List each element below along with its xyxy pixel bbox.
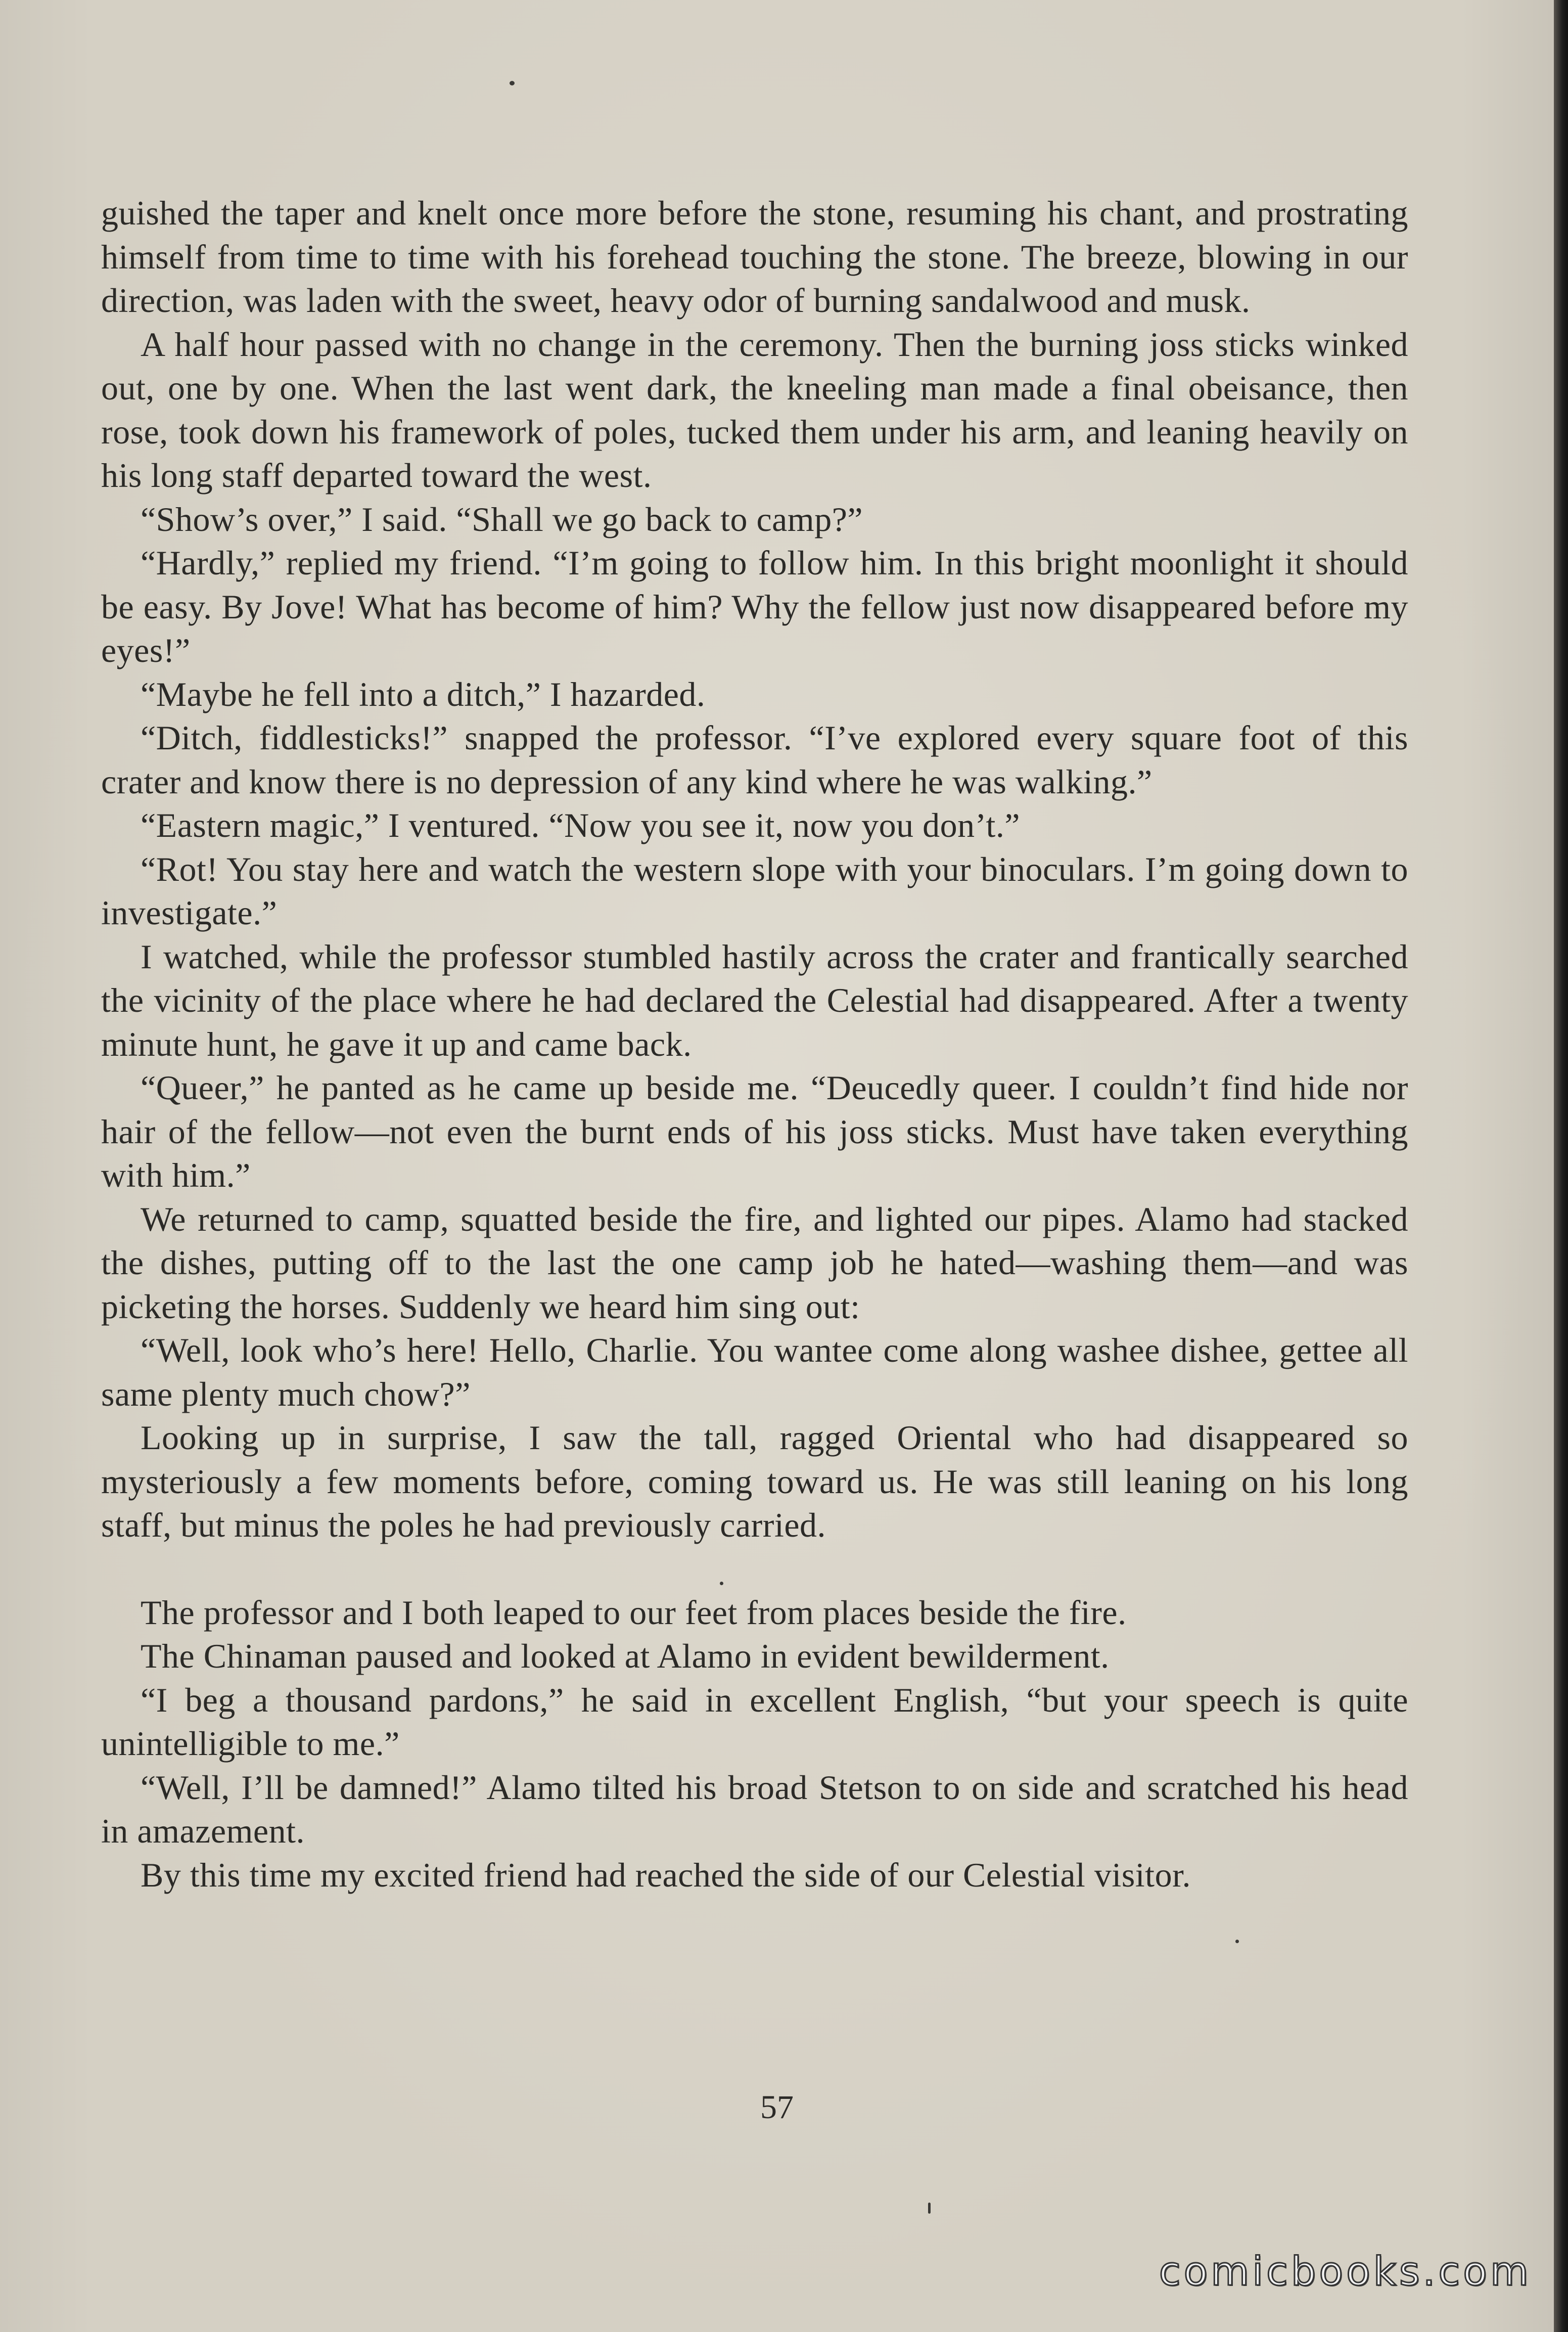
page-edge — [1554, 0, 1568, 2332]
paragraph: “I beg a thousand pardons,” he said in excellent English, “but your speech is quite unintelligible to me.” — [101, 1680, 1408, 1763]
paragraph: “Queer,” he panted as he came up beside me. “Deucedly queer. I couldn’t find hide nor hair of the fellow—not even the burnt ends of his joss sticks. Must have taken everything with him.” — [101, 1068, 1408, 1194]
paragraph: A half hour passed with no change in the ceremony. Then the burning joss sticks winked out, one by one. When the last went dark, the kneeling man made a final obeisance, then rose, took down his framework of poles, tucked them under his arm, and leaning heavily on his long staff departed toward the west. — [101, 325, 1408, 495]
paper-speck — [1235, 1940, 1239, 1943]
paragraph: “Well, I’ll be damned!” Alamo tilted his broad Stetson to on side and scratched his head in amazement. — [101, 1768, 1408, 1850]
page-number: 57 — [760, 2089, 794, 2126]
paragraph: By this time my excited friend had reached the side of our Celestial visitor. — [141, 1855, 1191, 1894]
paragraph: “Rot! You stay here and watch the western slope with your binoculars. I’m going down to investigate.” — [101, 849, 1408, 932]
paragraph: The professor and I both leaped to our feet from places beside the fire. — [141, 1593, 1127, 1632]
watermark: comicbooks.com — [1159, 2249, 1532, 2295]
paper-speck — [720, 1582, 723, 1585]
paragraph: “Ditch, fiddlesticks!” snapped the professor. “I’ve explored every square foot of this crater and know there is no depression of any kind where he was walking.” — [101, 719, 1408, 801]
paragraph: “Hardly,” replied my friend. “I’m going to follow him. In this bright moonlight it should be easy. By Jove! What has become of him? Why the fellow just now disappeared before my eyes!” — [101, 544, 1408, 669]
paragraph: “Well, look who’s here! Hello, Charlie. You wantee come along washee dishee, gettee all same plenty much chow?” — [101, 1331, 1408, 1413]
paragraph: I watched, while the professor stumbled hastily across the crater and frantically searched the vicinity of the place where he had declared the Celestial had disappeared. After a twenty minute hunt, he gave it up and came back. — [101, 937, 1408, 1063]
paragraph: Looking up in surprise, I saw the tall, ragged Oriental who had disappeared so mysteriously a few moments before, coming toward us. He was still leaning on his long staff, but minus the poles he had previously carried. — [101, 1418, 1408, 1544]
paragraph: “Show’s over,” I said. “Shall we go back to camp?” — [141, 500, 863, 539]
paper-speck — [510, 81, 515, 85]
paragraph: guished the taper and knelt once more before the stone, resuming his chant, and prostrating himself from time to time with his forehead touching the stone. The breeze, blowing in our direction, was laden with the sweet, heavy odor of burning sandalwood and musk. — [101, 194, 1408, 320]
paragraph: “Eastern magic,” I ventured. “Now you see it, now you don’t.” — [141, 806, 1021, 844]
body-text — [101, 191, 1408, 1897]
paragraph: “Maybe he fell into a ditch,” I hazarded. — [141, 675, 706, 713]
paper-speck — [928, 2203, 931, 2214]
paragraph: We returned to camp, squatted beside the fire, and lighted our pipes. Alamo had stacked the dishes, putting off to the last the one camp job he hated—washing them—and was picketing the horses. Suddenly we heard him sing out: — [101, 1199, 1408, 1326]
paragraph: The Chinaman paused and looked at Alamo in evident bewilderment. — [141, 1637, 1110, 1675]
